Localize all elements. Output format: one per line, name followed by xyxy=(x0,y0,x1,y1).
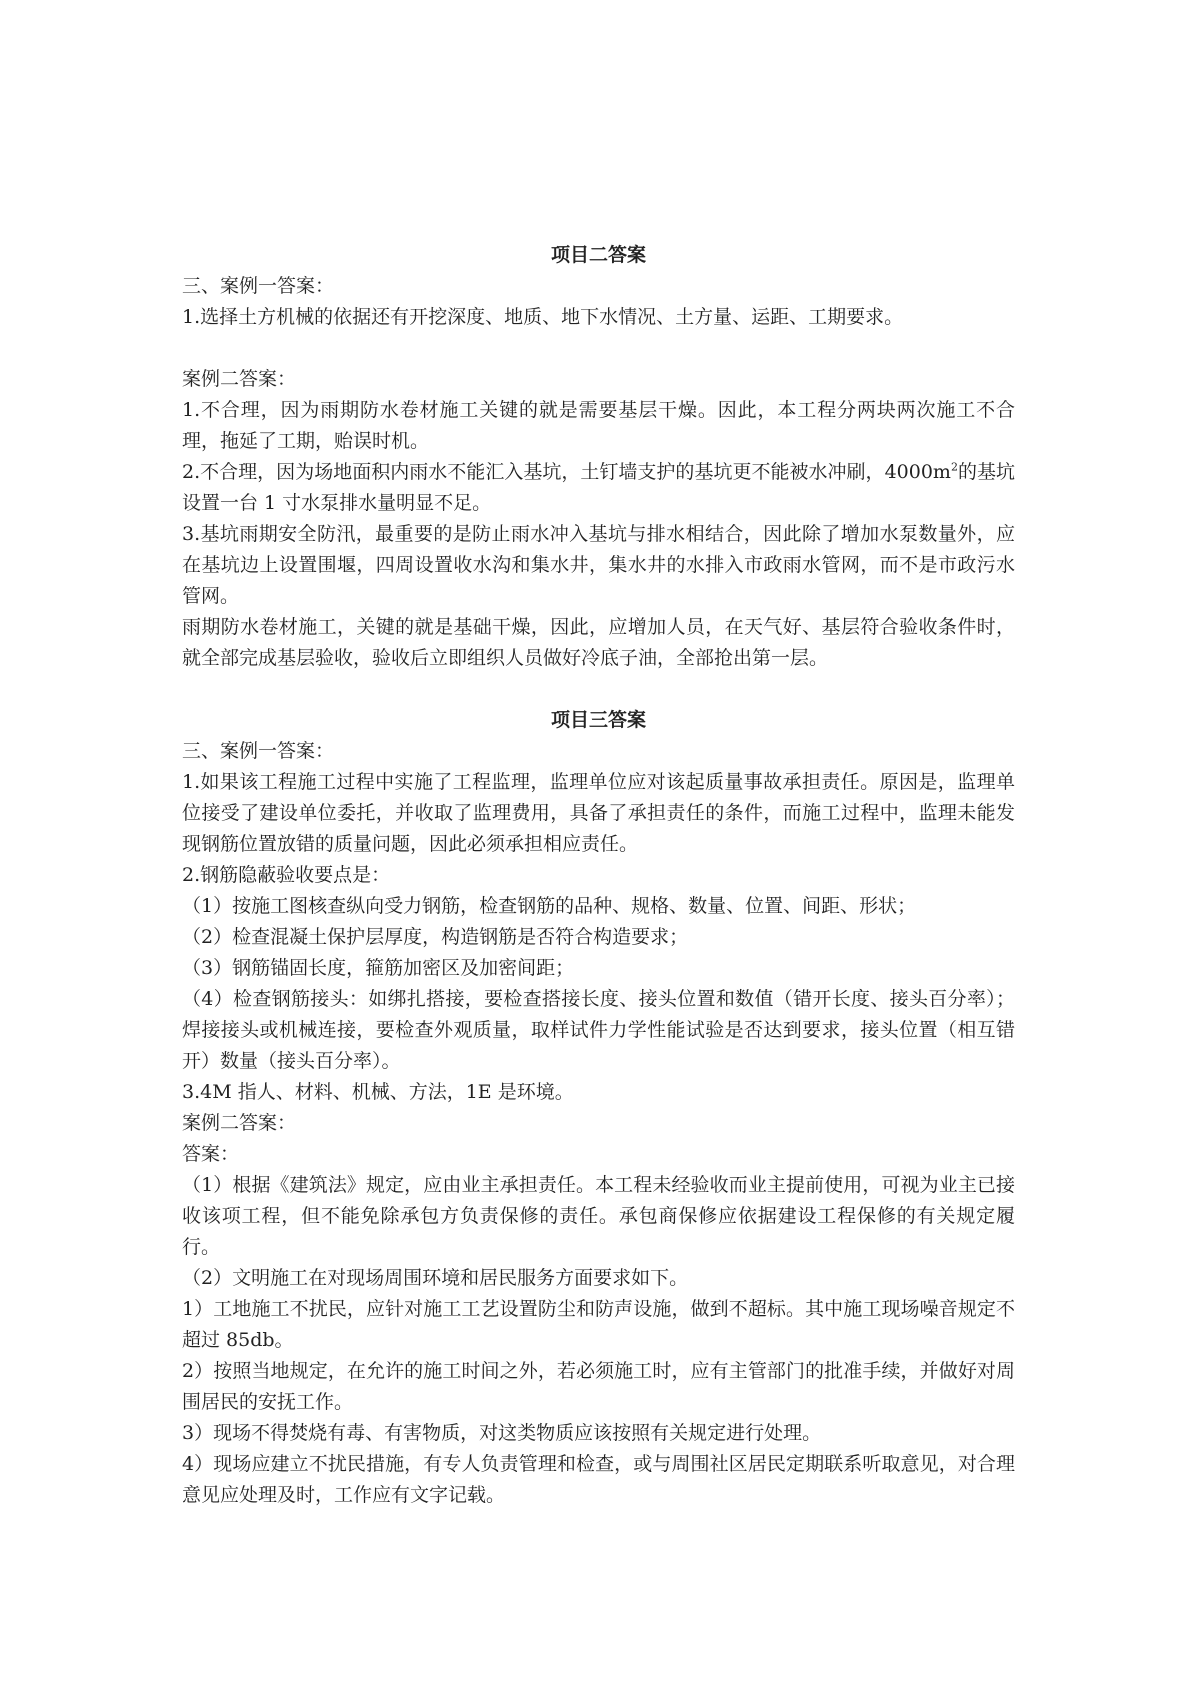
section3-case2-paragraph-2: （2）文明施工在对现场周围环境和居民服务方面要求如下。 xyxy=(182,1267,689,1289)
list-item: （3）钢筋锚固长度，箍筋加密区及加密间距； xyxy=(182,957,575,979)
section3-case1-paragraph-3: 3.4M 指人、材料、机械、方法，1E 是环境。 xyxy=(182,1081,574,1103)
section3-title: 项目三答案 xyxy=(550,709,646,731)
list-item: 4）现场应建立不扰民措施，有专人负责管理和检查，或与周围社区居民定期联系听取意见，对合理意见应处理及时，工作应有文字记载。 xyxy=(182,1453,1015,1506)
paragraph-2-text-after: 的基坑设置一台 1 寸水泵排水量明显不足。 xyxy=(182,461,1015,514)
list-item: （1）按施工图核查纵向受力钢筋，检查钢筋的品种、规格、数量、位置、间距、形状； xyxy=(182,895,917,917)
section3-case2-label: 答案： xyxy=(182,1143,240,1165)
section2-title: 项目二答案 xyxy=(550,244,646,266)
section2-case2-heading: 案例二答案： xyxy=(182,368,297,390)
superscript-squared: 2 xyxy=(950,460,958,474)
section2-case2-paragraph-1: 1.不合理，因为雨期防水卷材施工关键的就是需要基层干燥。因此，本工程分两块两次施工不合理，拖延了工期，贻误时机。 xyxy=(182,399,1015,452)
section2-case2-paragraph-2 xyxy=(182,457,1015,519)
section2-case1-heading: 三、案例一答案： xyxy=(182,275,335,297)
section3-case1-heading: 三、案例一答案： xyxy=(182,740,335,762)
section2-case2-paragraph-4: 雨期防水卷材施工，关键的就是基础干燥，因此，应增加人员，在天气好、基层符合验收条件时，就全部完成基层验收，验收后立即组织人员做好冷底子油，全部抢出第一层。 xyxy=(182,616,1015,669)
section3-case2-paragraph-1: （1）根据《建筑法》规定，应由业主承担责任。本工程未经验收而业主提前使用，可视为业主已接收该项工程，但不能免除承包方负责保修的责任。承包商保修应依据建设工程保修的有关规定履行。 xyxy=(182,1174,1015,1258)
paragraph-gap xyxy=(182,674,1015,705)
section3-case2-heading: 案例二答案： xyxy=(182,1112,297,1134)
section3-case1-paragraph-1: 1.如果该工程施工过程中实施了工程监理，监理单位应对该起质量事故承担责任。原因是，监理单位接受了建设单位委托，并收取了监理费用，具备了承担责任的条件，而施工过程中，监理未能发现钢筋位置放错的质量问题，因此必须承担相应责任。 xyxy=(182,771,1015,855)
list-item: 2）按照当地规定，在允许的施工时间之外，若必须施工时，应有主管部门的批准手续，并做好对周围居民的安抚工作。 xyxy=(182,1360,1015,1413)
section2-case1-answer: 1.选择土方机械的依据还有开挖深度、地质、地下水情况、土方量、运距、工期要求。 xyxy=(182,306,904,328)
list-item: （4）检查钢筋接头：如绑扎搭接，要检查搭接长度、接头位置和数值（错开长度、接头百分率）；焊接接头或机械连接，要检查外观质量，取样试件力学性能试验是否达到要求，接头位置（相互错开）数量（接头百分率）。 xyxy=(182,988,1015,1072)
list-item: （2）检查混凝土保护层厚度，构造钢筋是否符合构造要求； xyxy=(182,926,689,948)
list-item: 1）工地施工不扰民，应针对施工工艺设置防尘和防声设施，做到不超标。其中施工现场噪音规定不超过 85db。 xyxy=(182,1298,1015,1351)
document-body xyxy=(182,240,1015,1511)
list-item: 3）现场不得焚烧有毒、有害物质，对这类物质应该按照有关规定进行处理。 xyxy=(182,1422,822,1444)
paragraph-2-text-before: 2.不合理，因为场地面积内雨水不能汇入基坑，土钉墙支护的基坑更不能被水冲刷，4000m xyxy=(182,461,951,483)
section2-case2-paragraph-3: 3.基坑雨期安全防汛，最重要的是防止雨水冲入基坑与排水相结合，因此除了增加水泵数量外，应在基坑边上设置围堰，四周设置收水沟和集水井，集水井的水排入市政雨水管网，而不是市政污水管网。 xyxy=(182,523,1015,607)
section3-case1-paragraph-2: 2.钢筋隐蔽验收要点是： xyxy=(182,864,391,886)
paragraph-gap xyxy=(182,333,1015,364)
